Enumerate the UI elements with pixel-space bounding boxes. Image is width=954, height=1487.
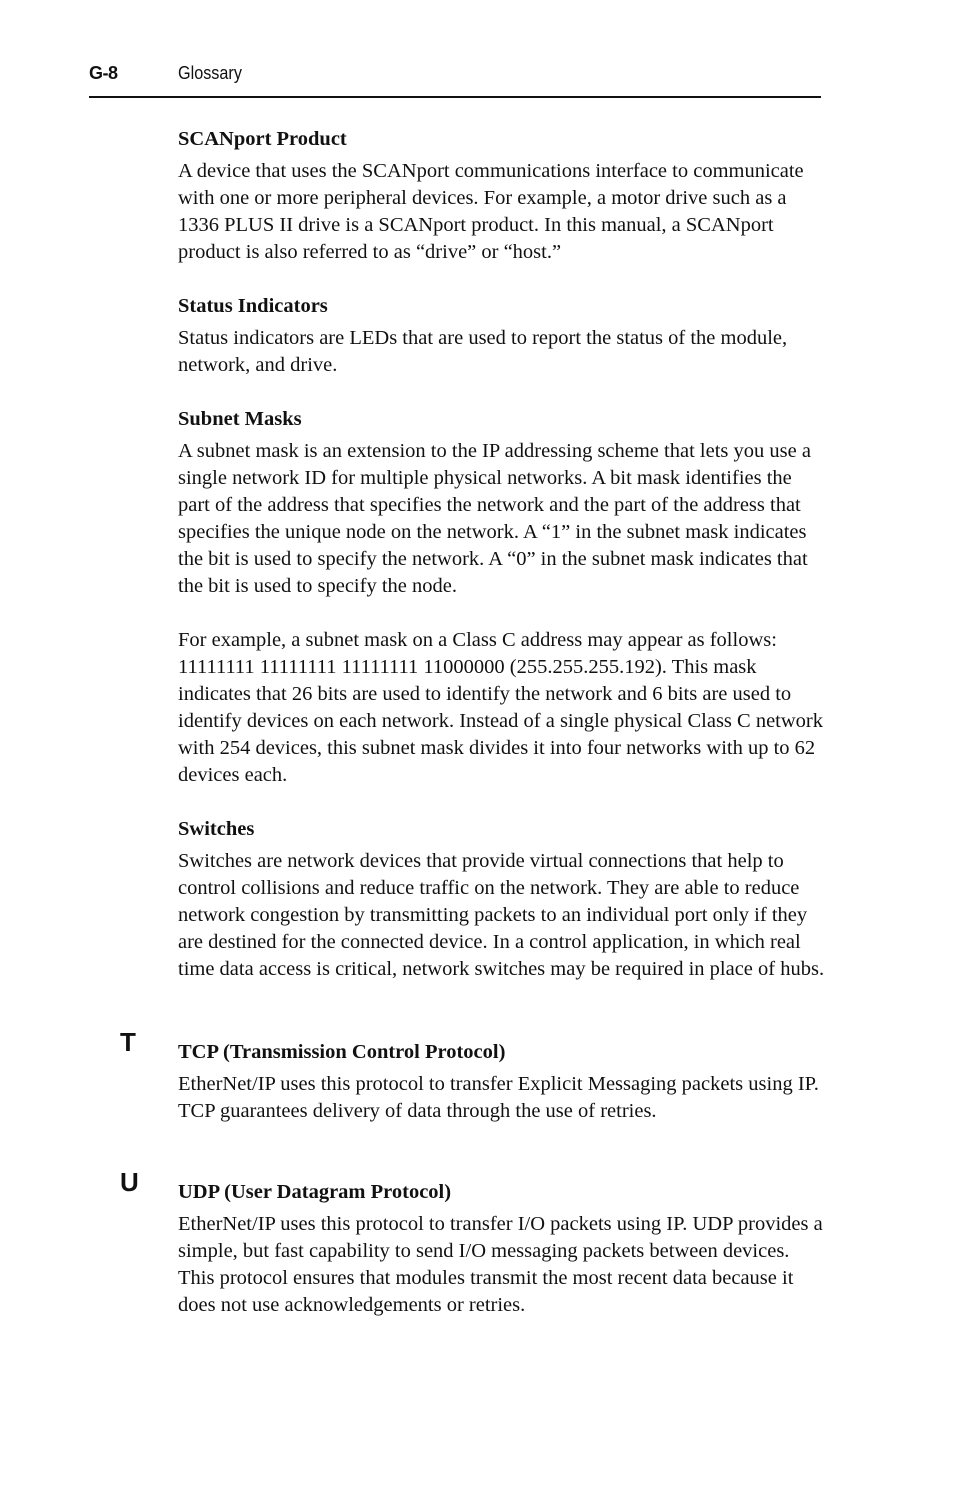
glossary-definition: A subnet mask is an extension to the IP addressing scheme that lets you use a single network ID for multiple physical networks. A bit mask identifies the part of the address that specifies the network and the part of the address that specifies the unique node on the network. A “1” in the subnet mask indicates the bit is used to specify the network. A “0” in the subnet mask indicates that the bit is used to specify the node.: [178, 440, 811, 597]
glossary-definition-example: For example, a subnet mask on a Class C address may appear as follows: 11111111 11111111 11111111 11000000 (255.255.255.192). This mask indicates that 26 bits are used to identify the network and 6 bits are used to identify devices on each network. Instead of a single physical Class C network with 254 devices, this subnet mask divides it into four networks with up to 62 devices each.: [178, 629, 824, 786]
section-letter: T: [120, 1027, 136, 1057]
letter-section-t: [120, 1027, 828, 1125]
glossary-definition: Switches are network devices that provide virtual connections that help to control collisions and reduce traffic on the network. They are able to reduce network congestion by transmitting packets to an individual port only if they are destined for the connected device. In a control application, in which real time data access is critical, network switches may be required in place of hubs.: [178, 850, 825, 980]
section-letter: U: [120, 1167, 139, 1197]
page-header: [89, 60, 821, 98]
letter-section-u: [120, 1167, 828, 1319]
glossary-definition: EtherNet/IP uses this protocol to transfer I/O packets using IP. UDP provides a simple, but fast capability to send I/O messaging packets between devices. This protocol ensures that modules transmit the most recent data because it does not use acknowledgements or retries.: [178, 1213, 823, 1316]
glossary-entry-status-indicators: [178, 293, 828, 379]
glossary-entry-scanport-product: [178, 126, 828, 266]
glossary-entry-switches: [178, 816, 828, 983]
glossary-term: SCANport Product: [178, 128, 347, 150]
glossary-definition: Status indicators are LEDs that are used to report the status of the module, network, and drive.: [178, 327, 788, 376]
glossary-definition: EtherNet/IP uses this protocol to transfer Explicit Messaging packets using IP. TCP guarantees delivery of data through the use of retries.: [178, 1073, 819, 1122]
glossary-term: Status Indicators: [178, 295, 328, 317]
page-number: G-8: [89, 63, 118, 83]
glossary-term: TCP (Transmission Control Protocol): [178, 1041, 506, 1063]
glossary-definition: A device that uses the SCANport communications interface to communicate with one or more peripheral devices. For example, a motor drive such as a 1336 PLUS II drive is a SCANport product. In this manual, a SCANport product is also referred to as “drive” or “host.”: [178, 160, 804, 263]
glossary-content: [120, 126, 828, 1319]
section-title: Glossary: [178, 63, 242, 83]
glossary-entry-subnet-masks: [178, 406, 828, 789]
glossary-term: Subnet Masks: [178, 408, 302, 430]
glossary-term: UDP (User Datagram Protocol): [178, 1181, 452, 1203]
glossary-term: Switches: [178, 818, 255, 840]
